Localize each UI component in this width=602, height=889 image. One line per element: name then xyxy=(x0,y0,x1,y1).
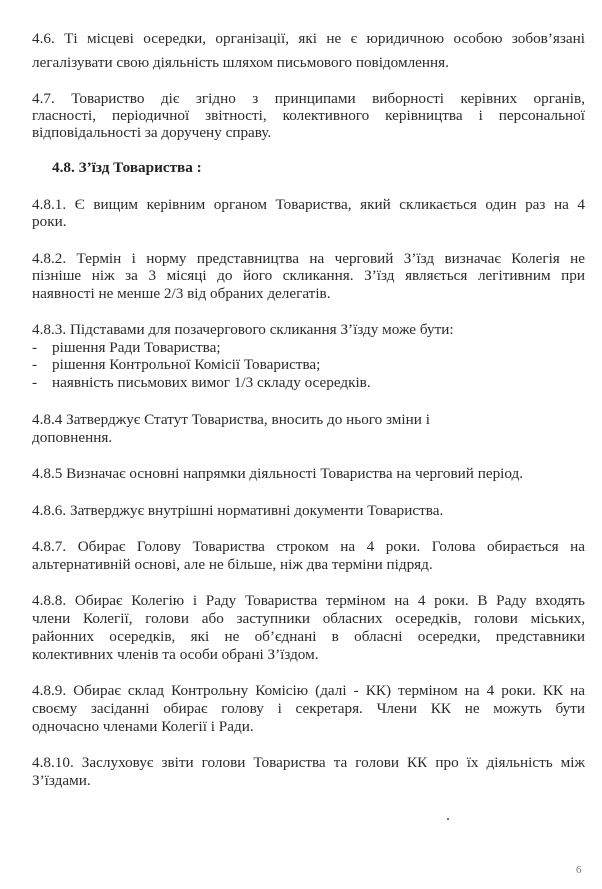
scan-speck xyxy=(447,818,449,820)
para-4-8-10-line-2: З’їздами. xyxy=(32,772,91,789)
bullet-mark: - xyxy=(32,339,38,356)
para-4-8-4-line-1: 4.8.4 Затверджує Статут Товариства, вносить до нього зміни і xyxy=(32,411,430,428)
para-4-8-1-line-2: роки. xyxy=(32,213,67,230)
para-4-8-8-line-4: колективних членів та особи обрані З’їздом. xyxy=(32,646,319,663)
para-4-8-7-line-2: альтернативній основі, але не більше, ніж два терміни підряд. xyxy=(32,556,433,573)
bullet-item: рішення Контрольної Комісії Товариства; xyxy=(52,356,321,373)
para-4-8-2-line-2: пізніше ніж за 3 місяці до його скликання. З’їзд являється легітивним при xyxy=(32,267,585,284)
para-4-8-2-line-1: 4.8.2. Термін і норму представництва на черговий З’їзд визначає Колегія не xyxy=(32,250,585,267)
para-4-7-line-3: відповідальності за доручену справу. xyxy=(32,124,272,141)
para-4-8-9-line-3: одночасно членами Колегії і Ради. xyxy=(32,718,254,735)
para-4-8-5-line-1: 4.8.5 Визначає основні напрямки діяльності Товариства на черговий період. xyxy=(32,465,524,482)
para-4-8-4-line-2: доповнення. xyxy=(32,429,113,446)
bullet-item: рішення Ради Товариства; xyxy=(52,339,221,356)
para-4-8-6-line-1: 4.8.6. Затверджує внутрішні нормативні документи Товариства. xyxy=(32,502,444,519)
section-heading-4-8: 4.8. З’їзд Товариства : xyxy=(52,159,202,176)
para-4-6-line-1: 4.6. Ті місцеві осередки, організації, які не є юридичною особою зобов’язані xyxy=(32,30,585,47)
para-4-8-2-line-3: наявності не менше 2/3 від обраних делегатів. xyxy=(32,285,331,302)
bullet-item: наявність письмових вимог 1/3 складу осередків. xyxy=(52,374,371,391)
para-4-8-3-line-1: 4.8.3. Підставами для позачергового скликання З’їзду може бути: xyxy=(32,321,454,338)
para-4-6-line-2: легалізувати свою діяльність шляхом письмового повідомлення. xyxy=(32,54,449,71)
para-4-8-9-line-2: своєму засіданні обирає голову і секретаря. Члени КК не можуть бути xyxy=(32,700,585,717)
para-4-7-line-2: гласності, періодичної звітності, колективного керівництва і персональної xyxy=(32,107,585,124)
bullet-mark: - xyxy=(32,374,38,391)
page-number: 6 xyxy=(576,864,582,876)
para-4-7-line-1: 4.7. Товариство діє згідно з принципами виборності керівних органів, xyxy=(32,90,585,107)
para-4-8-8-line-3: районних осередків, які не об’єднані в обласні осередки, представники xyxy=(32,628,585,645)
para-4-8-9-line-1: 4.8.9. Обирає склад Контрольну Комісію (далі - КК) терміном на 4 роки. КК на xyxy=(32,682,585,699)
bullet-mark: - xyxy=(32,356,38,373)
para-4-8-8-line-2: члени Колегії, голови або заступники обласних осередків, голови міських, xyxy=(32,610,585,627)
para-4-8-1-line-1: 4.8.1. Є вищим керівним органом Товариства, який скликається один раз на 4 xyxy=(32,196,585,213)
para-4-8-7-line-1: 4.8.7. Обирає Голову Товариства строком на 4 роки. Голова обирається на xyxy=(32,538,585,555)
para-4-8-8-line-1: 4.8.8. Обирає Колегію і Раду Товариства терміном на 4 роки. В Раду входять xyxy=(32,592,585,609)
para-4-8-10-line-1: 4.8.10. Заслуховує звіти голови Товариства та голови КК про їх діяльність між xyxy=(32,754,585,771)
